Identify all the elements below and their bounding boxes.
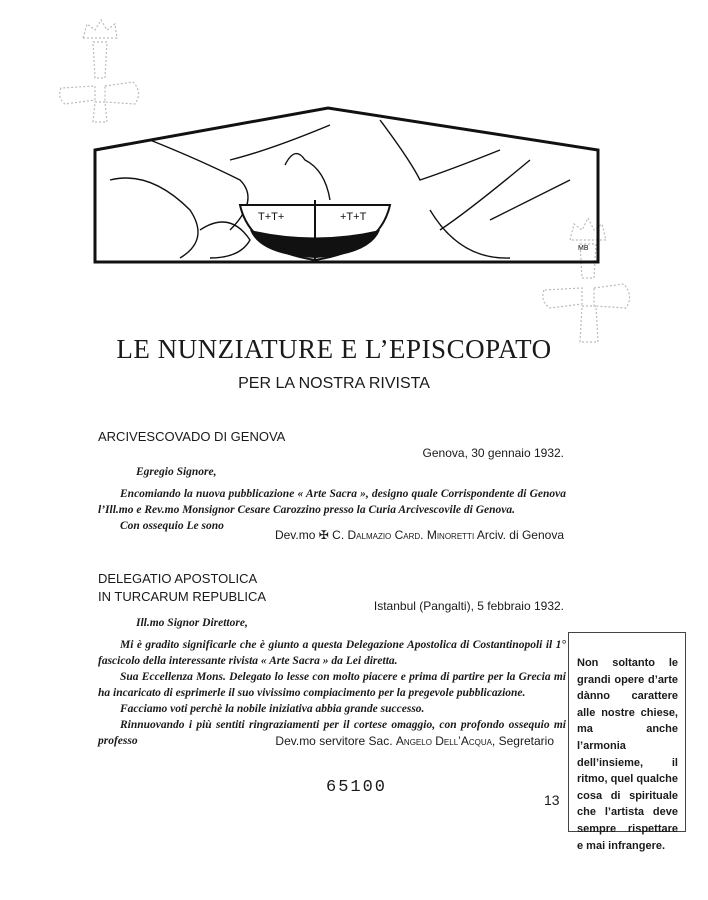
cross-icon: ✠ (318, 528, 329, 542)
letter1-salutation: Egregio Signore, (136, 466, 217, 478)
page-title: LE NUNZIATURE E L’EPISCOPATO (116, 334, 552, 364)
page-subtitle: PER LA NOSTRA RIVISTA (238, 375, 430, 392)
letter2-body (98, 637, 566, 749)
bowl-inscription-right: +T+T (340, 211, 367, 223)
letter2-signature: Dev.mo servitore Sac. Angelo Dell’Acqua, Segretario (275, 734, 554, 748)
paragraph: Rinnuovando i più sentiti ringraziamenti per il cortese omaggio, con profondo ossequio mi professo (98, 719, 566, 747)
paragraph: Mi è gradito significarle che è giunto a questa Delegazione Apostolica di Costantinopoli il 1° fascicolo della interessante rivista « Arte Sacra » da Lei diretta. (98, 639, 566, 667)
doves-fountain-illustration (90, 100, 605, 270)
paragraph: Facciamo voti perchè la nobile iniziativa abbia grande successo. (120, 703, 425, 715)
letter1-heading: ARCIVESCOVADO DI GENOVA (98, 429, 286, 444)
letter2-heading: DELEGATIO APOSTOLICA IN TURCARUM REPUBLICA (98, 571, 267, 604)
paragraph: Sua Eccellenza Mons. Delegato lo lesse con molto piacere e prima di partire per la Grecia mi ha incaricato di esprimerle il suo vivissimo compiacimento per la pregevole pubblicazione. (98, 671, 566, 699)
artist-signature: MB (578, 245, 589, 252)
letter1-body (98, 486, 566, 534)
page-number: 13 (544, 792, 560, 808)
sidebar-quote-box: Non soltanto le grandi opere d’arte dànno carattere alle nostre chiese, ma anche l’armonia dell’insieme, il ritmo, quel qualche cosa di spirituale che l’artista deve sempre rispettare e mai infrangere. (568, 632, 686, 832)
stamp-number: 65100 (326, 778, 388, 797)
letter1-signature: Dev.mo ✠ C. Dalmazio Card. Minoretti Arciv. di Genova (274, 528, 564, 542)
paragraph: Encomiando la nuova pubblicazione « Arte Sacra », designo quale Corrispondente di Genova l’Ill.mo e Rev.mo Monsignor Cesare Carozzino presso la Curia Arcivescovile di Genova. (98, 488, 566, 516)
paragraph: Con ossequio Le sono (120, 520, 224, 532)
letter1-date: Genova, 30 gennaio 1932. (422, 446, 564, 460)
bowl-inscription-left: T+T+ (258, 211, 285, 223)
letter2-date: Istanbul (Pangalti), 5 febbraio 1932. (373, 599, 564, 613)
letter2-salutation: Ill.mo Signor Direttore, (136, 617, 248, 629)
